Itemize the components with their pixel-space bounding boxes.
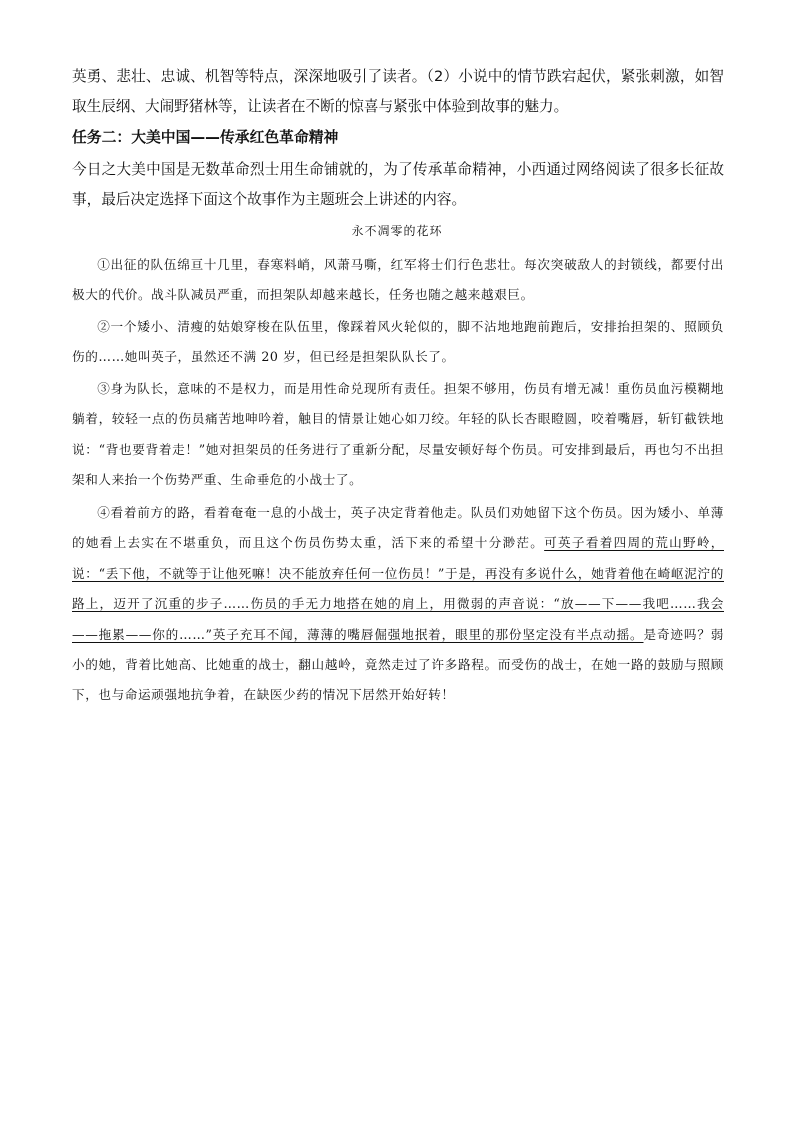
story-paragraph-4-end: 是奇迹吗？弱小的她，背着比她高、比她重的战士，翻山越岭，竟然走过了许多路程。而受伤的战士，在她一路的鼓励与照顾下，也与命运顽强地抗争着，在缺医少药的情况下居然开始好转！ bbox=[72, 626, 724, 703]
story-paragraph-4 bbox=[72, 498, 724, 711]
story-paragraph-1: ①出征的队伍绵亘十几里，春寒料峭，风萧马嘶，红军将士们行色悲壮。每次突破敌人的封锁线，都要付出极大的代价。战斗队减员严重，而担架队却越来越长，任务也随之越来越艰巨。 bbox=[72, 257, 724, 303]
task-paragraph: 今日之大美中国是无数革命烈士用生命铺就的，为了传承革命精神，小西通过网络阅读了很多长征故事，最后决定选择下面这个故事作为主题班会上讲述的内容。 bbox=[72, 161, 724, 208]
underlined-passage: 可英子看着四周的荒山野岭，说：“丢下他，不就等于让他死嘛！决不能放弃任何一位伤员！”于是，再没有多说什么，她背着他在崎岖泥泞的路上，迈开了沉重的步子……伤员的手无力地搭在她的肩上，用微弱的声音说：“放——下——我吧……我会——拖累——你的……”英子充耳不闻，薄薄的嘴唇倔强地抿着，眼里的那份坚定没有半点动摇。 bbox=[72, 535, 724, 642]
story-paragraph-4-start: ④看着前方的路，看着奄奄一息的小战士，英子决定背着他走。队员们劝她留下这个伤员。因为矮小、单薄的她看上去实在不堪重负，而且这个伤员伤势太重，活下来的希望十分渺茫。 bbox=[72, 505, 724, 551]
intro-paragraph: 英勇、悲壮、忠诚、机智等特点，深深地吸引了读者。（2）小说中的情节跌宕起伏，紧张刺激，如智取生辰纲、大闹野猪林等，让读者在不断的惊喜与紧张中体验到故事的魅力。 bbox=[72, 68, 724, 115]
task-heading: 任务二：大美中国——传承红色革命精神 bbox=[72, 129, 339, 146]
story-paragraph-2: ②一个矮小、清瘦的姑娘穿梭在队伍里，像踩着风火轮似的，脚不沾地地跑前跑后，安排抬担架的、照顾负伤的……她叫英子，虽然还不满 20 岁，但已经是担架队队长了。 bbox=[72, 319, 724, 365]
story-paragraph-3: ③身为队长，意味的不是权力，而是用性命兑现所有责任。担架不够用，伤员有增无减！重伤员血污模糊地躺着，较轻一点的伤员痛苦地呻吟着，触目的情景让她心如刀绞。年轻的队长杏眼瞪圆，咬着嘴唇，斩钉截铁地说：“背也要背着走！”她对担架员的任务进行了重新分配，尽量安顿好每个伤员。可安排到最后，再也匀不出担架和人来抬一个伤势严重、生命垂危的小战士了。 bbox=[72, 381, 724, 488]
story-title: 永不凋零的花环 bbox=[351, 224, 443, 238]
